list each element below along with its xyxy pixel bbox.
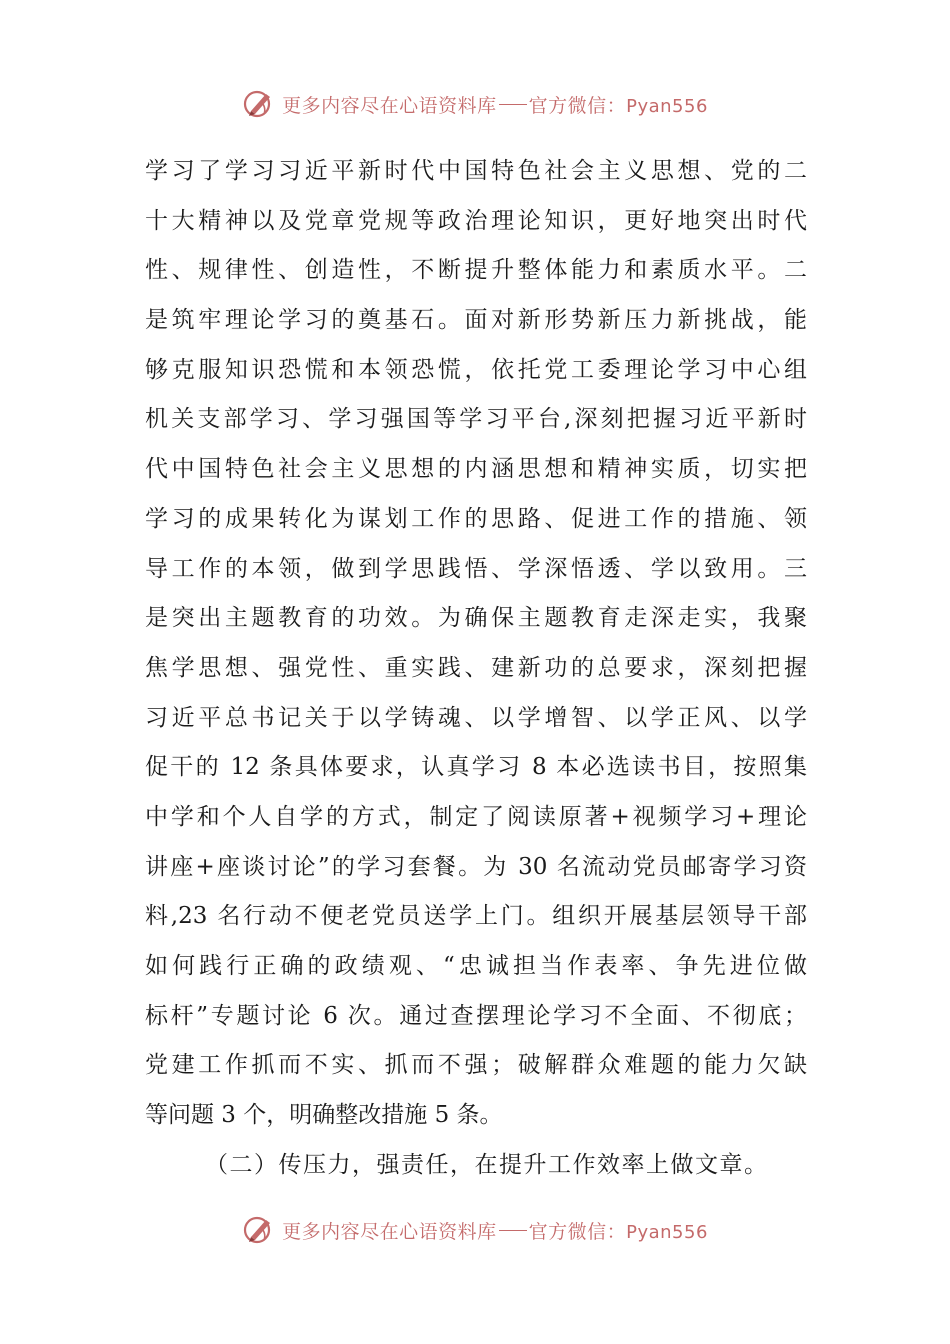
body-line: 习近平总书记关于以学铸魂、以学增智、以学正风、以学 — [145, 704, 807, 731]
body-line: 促干的 12 条具体要求，认真学习 8 本必选读书目，按照集 — [145, 754, 807, 781]
document-body — [145, 147, 807, 1190]
body-line: 中学和个人自学的方式，制定了阅读原著+视频学习+理论 — [145, 803, 807, 830]
body-line: 机关支部学习、学习强国等学习平台,深刻把握习近平新时 — [145, 406, 807, 433]
body-line: 十大精神以及党章党规等政治理论知识，更好地突出时代 — [145, 207, 807, 234]
body-line: 学习的成果转化为谋划工作的思路、促进工作的措施、领 — [145, 505, 807, 532]
body-line: 够克服知识恐慌和本领恐慌，依托党工委理论学习中心组 — [145, 356, 807, 383]
body-line: 标杆”专题讨论 6 次。通过查摆理论学习不全面、不彻底； — [145, 1002, 807, 1029]
watermark-text: 更多内容尽在心语资料库 官方微信：Pyan556 — [282, 94, 708, 117]
body-line: 讲座+座谈讨论”的学习套餐。为 30 名流动党员邮寄学习资 — [145, 853, 807, 880]
body-line: 学习了学习习近平新时代中国特色社会主义思想、党的二 — [145, 158, 807, 184]
pen-logo-icon — [242, 1213, 276, 1247]
watermark-footer — [0, 1210, 950, 1250]
watermark-text: 更多内容尽在心语资料库 官方微信：Pyan556 — [282, 1220, 708, 1243]
body-line: 如何践行正确的政绩观、“忠诚担当作表率、争先进位做 — [145, 953, 807, 979]
body-line: 是筑牢理论学习的奠基石。面对新形势新压力新挑战，能 — [145, 307, 807, 334]
pen-logo-icon — [242, 87, 276, 121]
watermark-header — [0, 84, 950, 124]
body-line: 料,23 名行动不便老党员送学上门。组织开展基层领导干部 — [145, 903, 807, 930]
body-line: 导工作的本领，做到学思践悟、学深悟透、学以致用。三 — [145, 555, 807, 582]
body-line: 是突出主题教育的功效。为确保主题教育走深走实，我聚 — [145, 605, 807, 632]
body-line: 性、规律性、创造性，不断提升整体能力和素质水平。二 — [145, 257, 807, 284]
body-line: 焦学思想、强党性、重实践、建新功的总要求，深刻把握 — [145, 654, 807, 681]
body-line: 等问题 3 个，明确整改措施 5 条。 — [145, 1102, 503, 1129]
body-line: 代中国特色社会主义思想的内涵思想和精神实质，切实把 — [145, 456, 807, 483]
section-heading: （二）传压力，强责任，在提升工作效率上做文章。 — [205, 1151, 769, 1178]
body-line: 党建工作抓而不实、抓而不强；破解群众难题的能力欠缺 — [145, 1052, 807, 1079]
